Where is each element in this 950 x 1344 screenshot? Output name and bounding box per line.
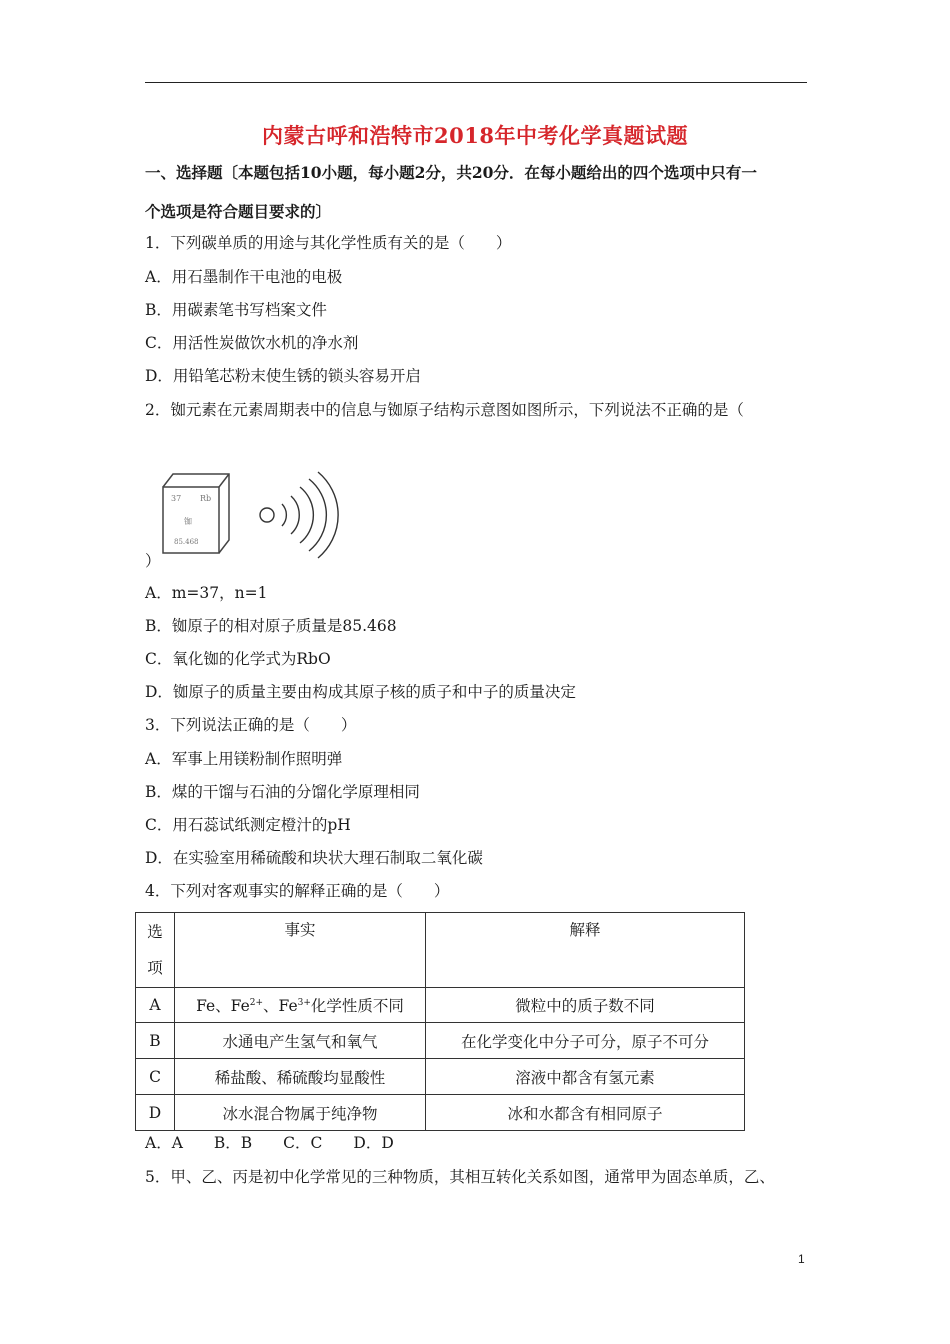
header-option xyxy=(136,913,175,988)
nucleus xyxy=(260,508,274,522)
charge-superscript: 3+ xyxy=(297,997,311,1008)
q3-stem: 3．下列说法正确的是（ ） xyxy=(145,716,357,734)
fact-part: 化学性质不同 xyxy=(310,997,404,1015)
row-fact: 冰水混合物属于纯净物 xyxy=(175,1095,426,1131)
header-fact: 事实 xyxy=(175,913,426,988)
fact-part: Fe、Fe xyxy=(196,997,250,1015)
row-explain: 溶液中都含有氢元素 xyxy=(426,1059,745,1095)
page-number: 1 xyxy=(798,1252,805,1266)
charge-superscript: 2+ xyxy=(249,997,264,1008)
element-symbol: Rb xyxy=(200,494,212,503)
electron-shell xyxy=(291,496,299,534)
row-fact: 水通电产生氢气和氧气 xyxy=(175,1023,426,1059)
q1-stem: 1．下列碳单质的用途与其化学性质有关的是（ ） xyxy=(145,234,512,252)
q3-option-d: D．在实验室用稀硫酸和块状大理石制取二氧化碳 xyxy=(145,849,483,867)
row-option: C xyxy=(136,1059,175,1095)
q1-option-c: C．用活性炭做饮水机的净水剂 xyxy=(145,334,359,352)
header-option-2: 项 xyxy=(147,959,163,977)
atom-structure xyxy=(260,472,338,558)
table-row xyxy=(136,988,745,1023)
table-header-row xyxy=(136,913,745,988)
rubidium-diagram xyxy=(160,470,350,560)
header-rule xyxy=(145,82,807,83)
row-explain: 冰和水都含有相同原子 xyxy=(426,1095,745,1131)
header-option-1: 选 xyxy=(147,923,163,941)
section-heading-line2: 个选项是符合题目要求的〕 xyxy=(145,202,332,221)
table-row xyxy=(136,1095,745,1131)
q5-stem: 5．甲、乙、丙是初中化学常见的三种物质，其相互转化关系如图，通常甲为固态单质，乙、 xyxy=(145,1168,775,1186)
q4-stem: 4．下列对客观事实的解释正确的是（ ） xyxy=(145,882,450,900)
element-number: 37 xyxy=(171,494,182,503)
element-name: 铷 xyxy=(184,517,192,526)
q4-table xyxy=(135,912,745,1131)
row-explain: 在化学变化中分子可分，原子不可分 xyxy=(426,1023,745,1059)
electron-shell xyxy=(282,504,286,526)
q1-option-a: A．用石墨制作干电池的电极 xyxy=(145,268,343,286)
row-option: A xyxy=(136,988,175,1023)
element-mass: 85.468 xyxy=(174,538,199,546)
q2-option-d: D．铷原子的质量主要由构成其原子核的质子和中子的质量决定 xyxy=(145,683,576,701)
row-option: B xyxy=(136,1023,175,1059)
q1-option-d: D．用铅笔芯粉末使生锈的锁头容易开启 xyxy=(145,367,421,385)
q3-option-a: A．军事上用镁粉制作照明弹 xyxy=(145,750,343,768)
table-row xyxy=(136,1023,745,1059)
table-row xyxy=(136,1059,745,1095)
page-title: 内蒙古呼和浩特市2018年中考化学真题试题 xyxy=(262,123,688,148)
header-explain: 解释 xyxy=(426,913,745,988)
fact-part: 、Fe xyxy=(263,997,298,1015)
rubidium-figure xyxy=(160,470,350,564)
q2-stem-close: ） xyxy=(145,552,161,570)
q3-option-c: C．用石蕊试纸测定橙汁的pH xyxy=(145,816,351,834)
electron-shell xyxy=(309,479,326,551)
row-option: D xyxy=(136,1095,175,1131)
q2-stem: 2．铷元素在元素周期表中的信息与铷原子结构示意图如图所示，下列说法不正确的是（ xyxy=(145,401,744,419)
q1-option-b: B．用碳素笔书写档案文件 xyxy=(145,301,327,319)
q2-option-b: B．铷原子的相对原子质量是85.468 xyxy=(145,617,397,635)
q4-answer-options: A．A B．B C．C D．D xyxy=(145,1134,394,1152)
q3-option-b: B．煤的干馏与石油的分馏化学原理相同 xyxy=(145,783,420,801)
electron-shell xyxy=(300,487,313,543)
row-explain: 微粒中的质子数不同 xyxy=(426,988,745,1023)
row-fact xyxy=(175,988,426,1023)
row-fact: 稀盐酸、稀硫酸均显酸性 xyxy=(175,1059,426,1095)
q2-option-c: C．氧化铷的化学式为RbO xyxy=(145,650,331,668)
q2-option-a: A．m=37，n=1 xyxy=(145,584,268,602)
electron-shell xyxy=(318,472,338,558)
section-heading-line1: 一、选择题〔本题包括10小题，每小题2分，共20分．在每小题给出的四个选项中只有一 xyxy=(145,163,757,182)
